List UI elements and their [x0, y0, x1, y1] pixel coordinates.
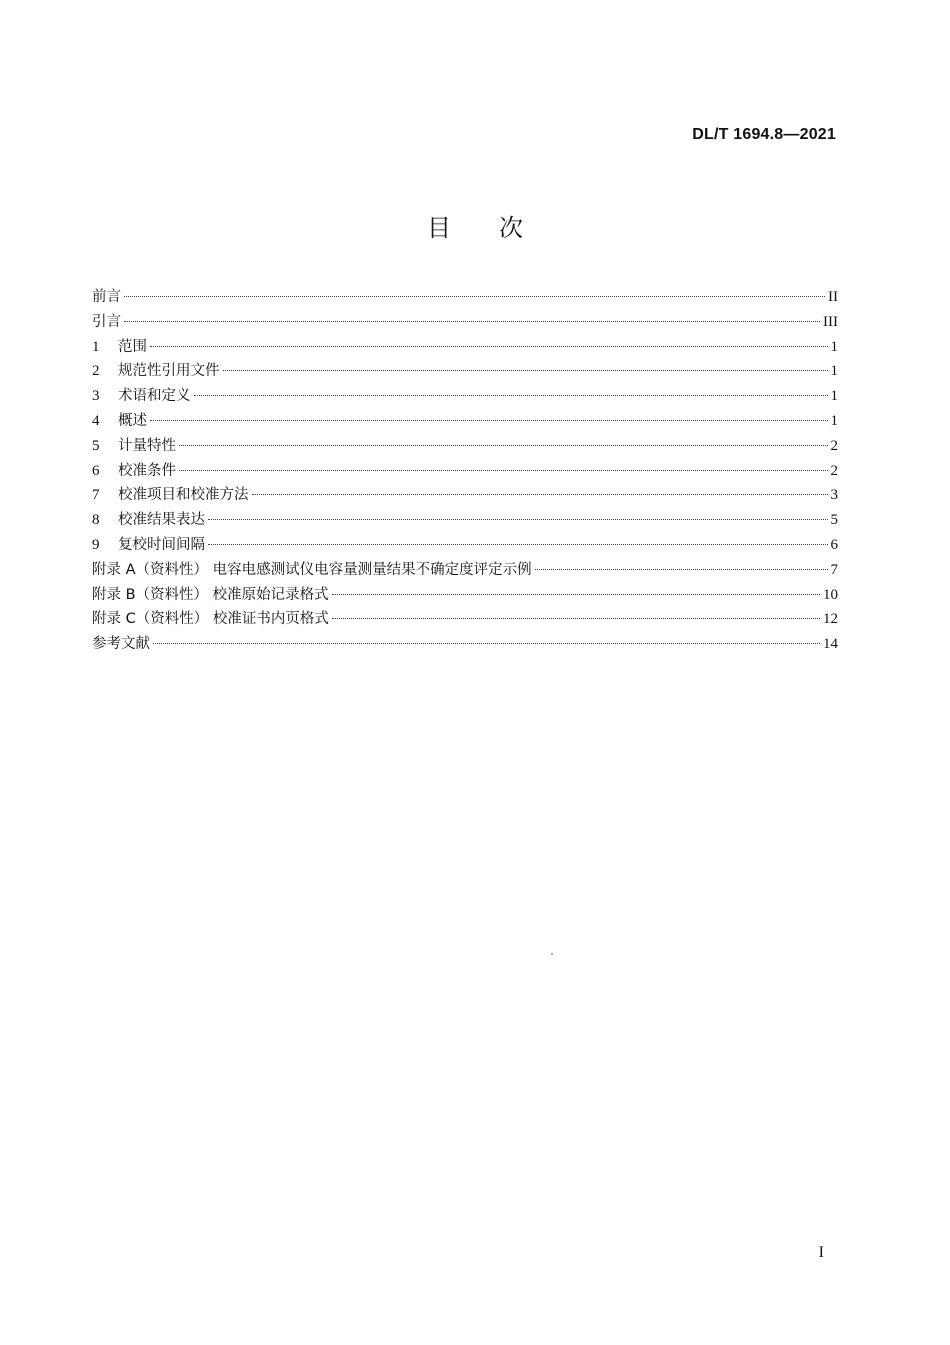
toc-entry[interactable]: [92, 409, 838, 434]
toc-dot-leader: [153, 643, 820, 644]
toc-entry[interactable]: [92, 384, 838, 409]
title-char-1: 目: [427, 214, 451, 242]
toc-entry-page: III: [823, 313, 838, 330]
toc-entry[interactable]: [92, 483, 838, 508]
toc-entry[interactable]: [92, 632, 838, 657]
title-char-2: 次: [499, 214, 523, 242]
toc-dot-leader: [332, 618, 820, 619]
toc-entry-page: 1: [830, 363, 838, 380]
toc-entry-page: 14: [823, 636, 838, 653]
toc-dot-leader: [124, 321, 820, 322]
toc-entry-number: 1: [92, 338, 100, 355]
toc-entry-title: 参考文献: [92, 636, 150, 653]
toc-entry-title: 校准结果表达: [118, 512, 205, 529]
toc-entry-title: 复校时间间隔: [118, 536, 205, 553]
table-of-contents: [92, 285, 838, 657]
toc-entry-title: 计量特性: [118, 437, 176, 454]
page-number: I: [818, 1244, 824, 1261]
toc-dot-leader: [208, 544, 828, 545]
toc-entry-page: 12: [823, 611, 838, 628]
toc-entry-page: 7: [830, 561, 838, 578]
toc-entry-page: 6: [830, 536, 838, 553]
toc-entry-title: 附录 C（资料性） 校准证书内页格式: [92, 611, 329, 628]
toc-entry[interactable]: [92, 583, 838, 608]
toc-entry[interactable]: [92, 335, 838, 360]
toc-entry[interactable]: [92, 508, 838, 533]
toc-entry-number: 8: [92, 512, 100, 529]
toc-dot-leader: [124, 296, 825, 297]
toc-entry-number: 6: [92, 462, 100, 479]
toc-dot-leader: [179, 470, 828, 471]
toc-entry[interactable]: [92, 359, 838, 384]
toc-entry-title: 校准项目和校准方法: [118, 487, 249, 504]
toc-entry-number: 3: [92, 388, 100, 405]
toc-entry-number: 9: [92, 536, 100, 553]
toc-dot-leader: [150, 346, 828, 347]
toc-dot-leader: [223, 370, 828, 371]
document-code: DL/T 1694.8—2021: [692, 126, 836, 143]
toc-entry-title: 术语和定义: [118, 388, 191, 405]
toc-entry[interactable]: [92, 558, 838, 583]
toc-entry[interactable]: [92, 459, 838, 484]
toc-entry-page: 10: [823, 586, 838, 603]
toc-entry-title: 规范性引用文件: [118, 363, 220, 380]
toc-entry[interactable]: [92, 310, 838, 335]
toc-entry[interactable]: [92, 607, 838, 632]
toc-entry-page: 1: [830, 412, 838, 429]
toc-dot-leader: [252, 494, 828, 495]
toc-entry-title: 概述: [118, 412, 147, 429]
toc-entry-number: 5: [92, 437, 100, 454]
toc-dot-leader: [332, 594, 820, 595]
toc-entry-page: 5: [830, 512, 838, 529]
toc-entry-page: 2: [830, 437, 838, 454]
toc-entry-title: 附录 A（资料性） 电容电感测试仪电容量测量结果不确定度评定示例: [92, 561, 532, 578]
toc-entry-title: 范围: [118, 338, 147, 355]
toc-dot-leader: [535, 569, 828, 570]
toc-dot-leader: [150, 420, 828, 421]
toc-dot-leader: [208, 519, 828, 520]
toc-entry-page: 2: [830, 462, 838, 479]
toc-entry-number: 2: [92, 363, 100, 380]
toc-entry-title: 引言: [92, 313, 121, 330]
toc-entry-number: 4: [92, 412, 100, 429]
scan-speck: [551, 953, 553, 955]
toc-dot-leader: [194, 395, 828, 396]
toc-entry-page: 1: [830, 338, 838, 355]
toc-entry[interactable]: [92, 533, 838, 558]
toc-entry-page: II: [828, 289, 838, 305]
toc-entry-number: 7: [92, 487, 100, 504]
toc-entry-title: 前言: [92, 289, 121, 305]
page-title: [0, 208, 950, 243]
toc-entry[interactable]: [92, 434, 838, 459]
toc-entry-title: 附录 B（资料性） 校准原始记录格式: [92, 586, 329, 603]
toc-entry-title: 校准条件: [118, 462, 176, 479]
toc-dot-leader: [179, 445, 828, 446]
toc-entry[interactable]: [92, 285, 838, 310]
toc-entry-page: 3: [830, 487, 838, 504]
toc-entry-page: 1: [830, 388, 838, 405]
